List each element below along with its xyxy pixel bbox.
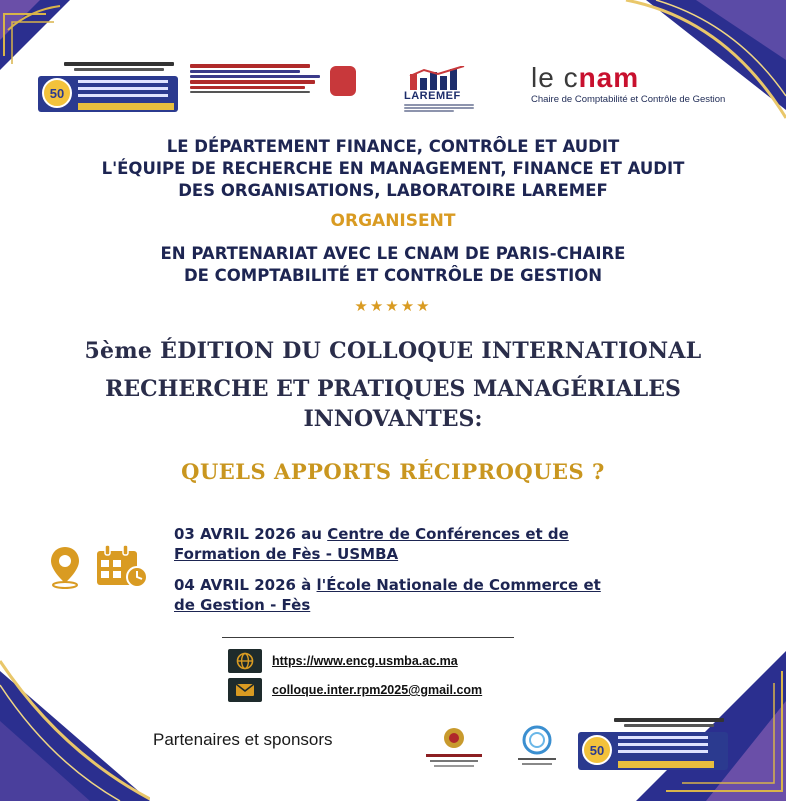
organizers-line-1: LE DÉPARTEMENT FINANCE, CONTRÔLE ET AUDIT [166,137,620,156]
laremef-name: LAREMEF [404,90,461,102]
partners-label: Partenaires et sponsors [153,730,333,749]
usmba-50-years-logo [34,60,182,112]
theme-line-2: INNOVANTES: [303,406,483,432]
colloquium-question: QUELS APPORTS RÉCIPROQUES ? [181,459,605,484]
envelope-icon [228,678,262,702]
laremef-logo [400,66,480,112]
organisent-heading: ORGANISENT [330,211,456,231]
cnam-wordmark: le cnam [531,62,640,93]
corner-decoration-bottom-left [0,641,150,801]
organizers-line-3: DES ORGANISATIONS, LABORATOIRE LAREMEF [178,181,608,200]
laremef-bars-icon [408,66,468,90]
organizers-block [0,136,786,202]
event-details [174,524,764,615]
cnam-chair-subtitle: Chaire de Comptabilité et Contrôle de Gestion [531,94,726,105]
event-icons [47,543,157,591]
sponsor-50-badge: 50 [582,735,612,765]
partnership-line-2: DE COMPTABILITÉ ET CONTRÔLE DE GESTION [183,266,603,285]
event-day-1-place-line-2[interactable]: Formation de Fès - USMBA [174,545,399,563]
event-day-1-place-line-1[interactable]: Centre de Conférences et de [327,525,569,543]
cnam-logo [525,62,735,105]
event-day-1-date: 03 AVRIL 2026 au [174,525,328,543]
encg-fes-logo [190,60,358,112]
event-day-2 [174,575,764,595]
event-day-2-place-line-2[interactable]: de Gestion - Fès [174,596,311,614]
usmba-50-badge: 50 [42,78,72,108]
ministry-sponsor-logo [418,726,490,772]
email-link[interactable]: colloque.inter.rpm2025@gmail.com [272,683,483,697]
organizers-line-2: L'ÉQUIPE DE RECHERCHE EN MANAGEMENT, FINANCE ET AUDIT [101,159,685,178]
partnership-line-1: EN PARTENARIAT AVEC LE CNAM DE PARIS-CHAIRE [160,244,626,263]
usmba-50-years-sponsor-logo [578,716,728,772]
email-row [228,678,482,702]
event-day-2-place-line-1[interactable]: l'École Nationale de Commerce et [316,576,601,594]
theme-line-1: RECHERCHE ET PRATIQUES MANAGÉRIALES [105,376,681,402]
calendar-icon [95,543,155,589]
website-link[interactable]: https://www.encg.usmba.ac.ma [272,654,458,668]
divider-line [222,637,514,638]
event-day-1 [174,524,764,544]
partnership-block [0,243,786,287]
colloquium-theme [0,374,786,434]
event-day-2-date: 04 AVRIL 2026 à [174,576,317,594]
globe-icon [228,649,262,673]
encg-emblem-icon [330,66,356,96]
stars-divider: ★★★★★ [354,297,432,315]
location-pin-icon [47,545,83,589]
website-row [228,649,458,673]
colloquium-edition-title: 5ème ÉDITION DU COLLOQUE INTERNATIONAL [84,338,702,364]
cnrst-sponsor-logo [512,724,562,772]
